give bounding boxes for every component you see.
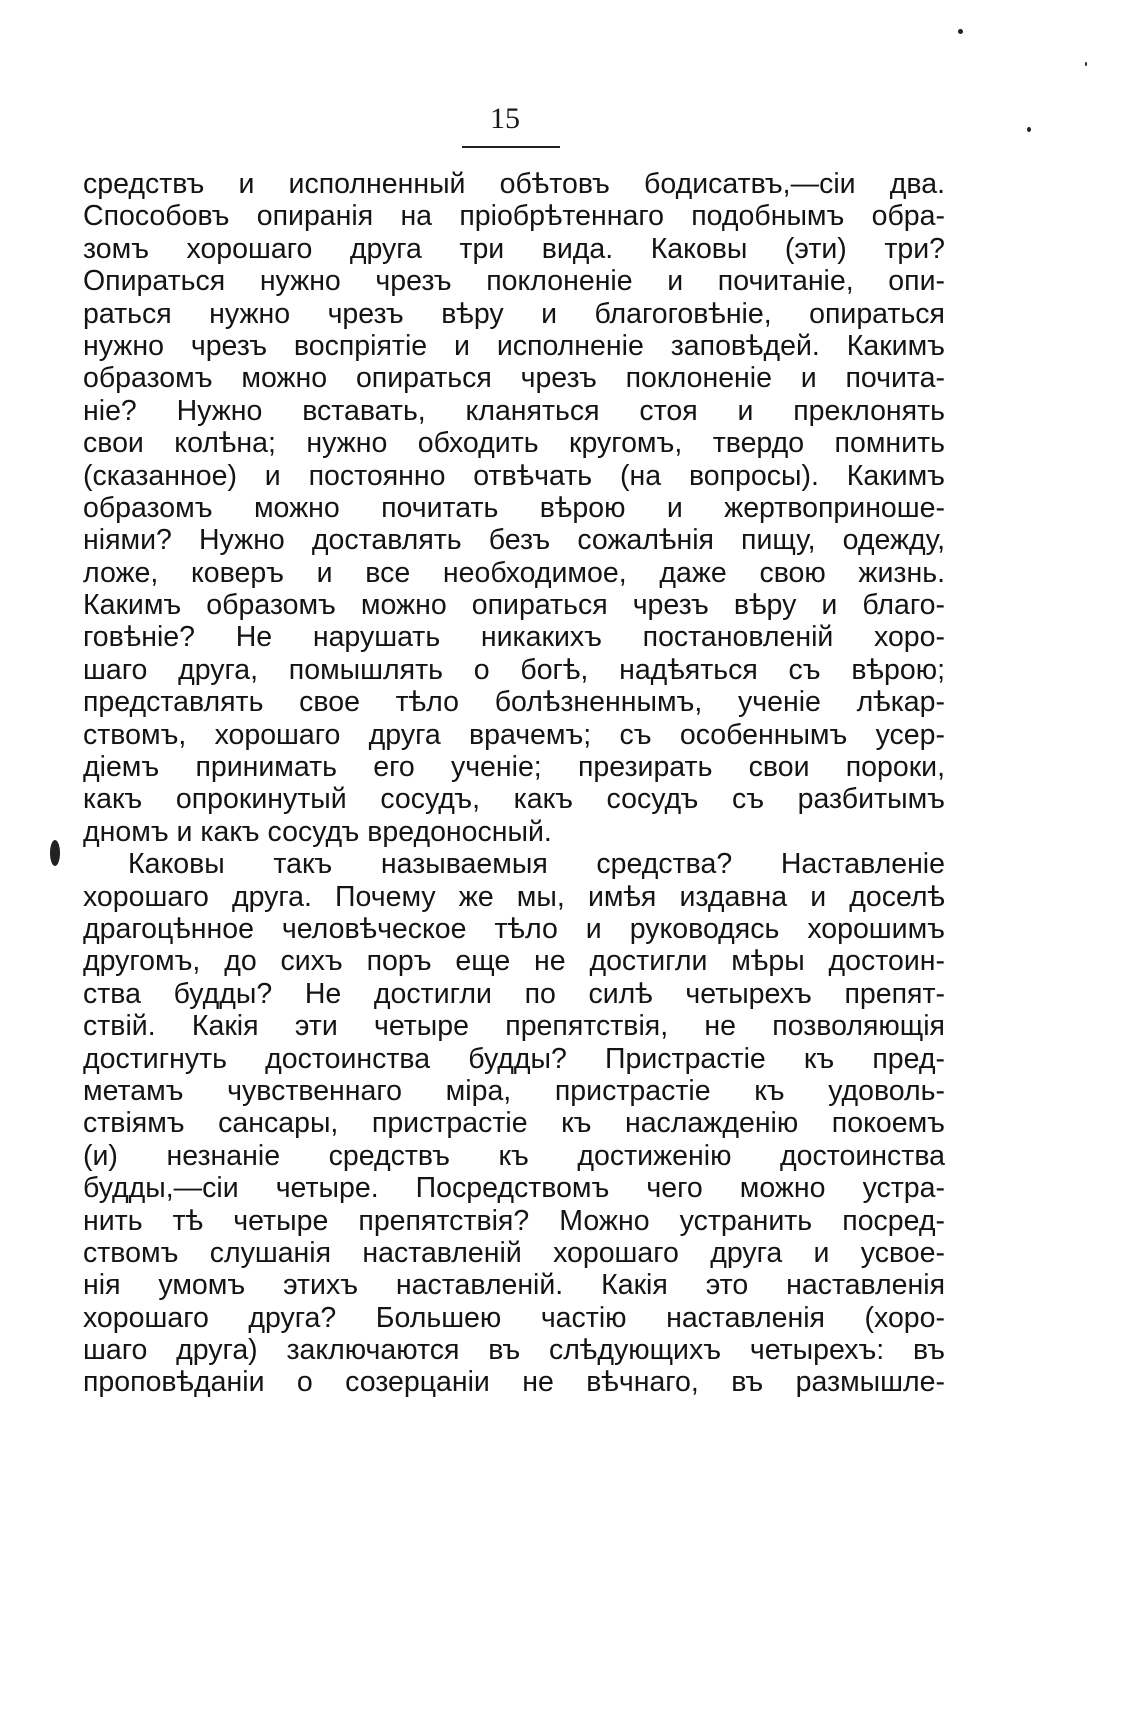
- scan-speck: [1027, 127, 1031, 132]
- text-line: ніями? Нужно доставлять безъ сожалѣнія пищу, одежду,: [83, 524, 945, 557]
- text-line: шаго друга) заключаются въ слѣдующихъ четырехъ: въ: [83, 1334, 945, 1367]
- text-line: ства будды? Не достигли по силѣ четырехъ препят-: [83, 977, 945, 1010]
- text-line: нія умомъ этихъ наставленій. Какія это наставленія: [83, 1269, 945, 1302]
- text-line: образомъ можно почитать вѣрою и жертвоприноше-: [83, 491, 945, 524]
- text-line: Какимъ образомъ можно опираться чрезъ вѣру и благо-: [83, 589, 945, 622]
- text-line: другомъ, до сихъ поръ еще не достигли мѣры достоин-: [83, 945, 945, 978]
- text-line: метамъ чувственнаго міра, пристрастіе къ удоволь-: [83, 1074, 945, 1107]
- text-line: зомъ хорошаго друга три вида. Каковы (эти) три?: [83, 232, 945, 265]
- text-line: (и) незнаніе средствъ къ достиженію достоинства: [83, 1139, 945, 1172]
- text-line: говѣніе? Не нарушать никакихъ постановленій хоро-: [83, 621, 945, 654]
- text-line: образомъ можно опираться чрезъ поклоненіе и почита-: [83, 362, 945, 395]
- text-line: раться нужно чрезъ вѣру и благоговѣніе, опираться: [83, 297, 945, 330]
- text-line: Опираться нужно чрезъ поклоненіе и почитаніе, опи-: [83, 265, 945, 298]
- body-text: [83, 168, 945, 1399]
- text-line: нужно чрезъ воспріятіе и исполненіе заповѣдей. Какимъ: [83, 329, 945, 362]
- text-line: достигнуть достоинства будды? Пристрастіе къ пред-: [83, 1042, 945, 1075]
- text-line: ствомъ, хорошаго друга врачемъ; съ особеннымъ усер-: [83, 718, 945, 751]
- text-line: ніе? Нужно вставать, кланяться стоя и преклонять: [83, 394, 945, 427]
- text-line: шаго друга, помышлять о богѣ, надѣяться съ вѣрою;: [83, 653, 945, 686]
- ink-blot-mark: [50, 840, 60, 866]
- page-number: 15: [490, 102, 520, 135]
- text-line: ствомъ слушанія наставленій хорошаго друга и усвое-: [83, 1236, 945, 1269]
- text-line: свои колѣна; нужно обходить кругомъ, твердо помнить: [83, 427, 945, 460]
- text-line: Способовъ опиранія на пріобрѣтеннаго подобнымъ обра-: [83, 200, 945, 233]
- text-line: (сказанное) и постоянно отвѣчать (на вопросы). Какимъ: [83, 459, 945, 492]
- text-line: діемъ принимать его ученіе; презирать свои пороки,: [83, 751, 945, 784]
- text-line: какъ опрокинутый сосудъ, какъ сосудъ съ разбитымъ: [83, 783, 945, 816]
- text-line: будды,—сіи четыре. Посредствомъ чего можно устра-: [83, 1172, 945, 1205]
- scan-speck: [1085, 62, 1087, 66]
- text-line: проповѣданіи о созерцаніи не вѣчнаго, въ размышле-: [83, 1366, 945, 1399]
- text-line: ствіямъ сансары, пристрастіе къ наслажденію покоемъ: [83, 1107, 945, 1140]
- text-line: драгоцѣнное человѣческое тѣло и руководясь хорошимъ: [83, 912, 945, 945]
- text-line: нить тѣ четыре препятствія? Можно устранить посред-: [83, 1204, 945, 1237]
- scan-speck: [958, 29, 963, 34]
- text-line: хорошаго друга. Почему же мы, имѣя издавна и доселѣ: [83, 880, 945, 913]
- page-number-rule: [462, 146, 560, 148]
- text-line: дномъ и какъ сосудъ вредоносный.: [83, 815, 552, 848]
- text-line: средствъ и исполненный обѣтовъ бодисатвъ,—сіи два.: [83, 168, 945, 200]
- text-line: ствій. Какія эти четыре препятствія, не позволяющія: [83, 1010, 945, 1043]
- text-line: представлять свое тѣло болѣзненнымъ, ученіе лѣкар-: [83, 686, 945, 719]
- text-line: хорошаго друга? Большею частію наставленія (хоро-: [83, 1301, 945, 1334]
- text-line: Каковы такъ называемыя средства? Наставленіе: [128, 848, 945, 881]
- text-line: ложе, коверъ и все необходимое, даже свою жизнь.: [83, 556, 945, 589]
